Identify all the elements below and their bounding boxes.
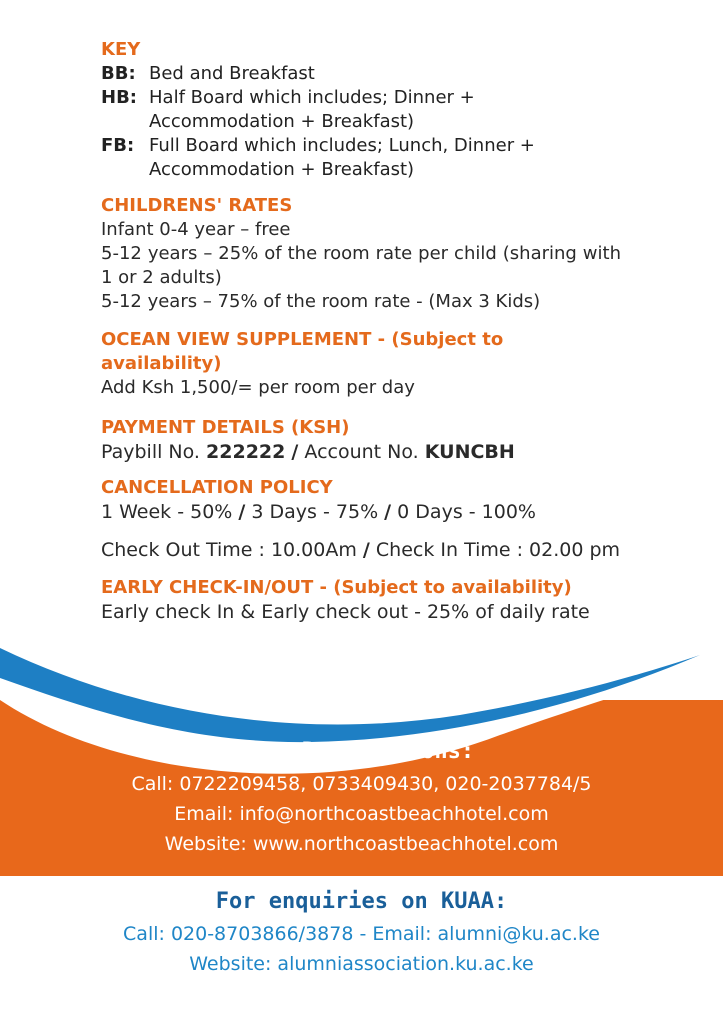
childrens-rate-line: 5-12 years – 75% of the room rate - (Max 3 Kids): [101, 291, 541, 312]
cancellation-item: 1 Week - 50%: [101, 501, 233, 523]
cancellation-heading: CANCELLATION POLICY: [101, 477, 333, 498]
enquiries-info: [0, 885, 723, 979]
payment-line: [101, 440, 621, 464]
account-label: Account No.: [304, 441, 419, 463]
payment-heading: PAYMENT DETAILS (KSH): [101, 417, 350, 438]
key-heading: KEY: [101, 39, 141, 60]
enquiries-title: For enquiries on KUAA:: [215, 889, 508, 914]
childrens-rate-line: 5-12 years – 25% of the room rate per child (sharing with 1 or 2 adults): [101, 243, 621, 288]
key-item-hb: [101, 86, 621, 134]
checkin-time: Check In Time : 02.00 pm: [375, 539, 621, 561]
key-code: FB:: [101, 135, 135, 156]
early-check-section: [101, 576, 621, 624]
childrens-rates-section: [101, 194, 621, 314]
early-check-heading: EARLY CHECK-IN/OUT - (Subject to availability): [101, 577, 572, 598]
cancellation-item: 0 Days - 100%: [397, 501, 536, 523]
separator: /: [362, 539, 370, 561]
key-section: [101, 38, 621, 182]
separator: /: [291, 441, 299, 463]
checkout-time: Check Out Time : 10.00Am: [101, 539, 357, 561]
account-number: KUNCBH: [424, 441, 515, 463]
reservations-email: Email: info@northcoastbeachhotel.com: [174, 803, 549, 825]
cancellation-item: 3 Days - 75%: [251, 501, 379, 523]
key-code: BB:: [101, 63, 136, 84]
paybill-number: 222222: [206, 441, 286, 463]
reservations-info: [0, 735, 723, 859]
key-text: Full Board which includes; Lunch, Dinner + Accommodation + Breakfast): [149, 135, 535, 180]
ocean-view-line: Add Ksh 1,500/= per room per day: [101, 377, 415, 398]
reservations-website: Website: www.northcoastbeachhotel.com: [164, 833, 559, 855]
separator: /: [238, 501, 246, 523]
payment-section: [101, 416, 621, 464]
key-text: Half Board which includes; Dinner + Accommodation + Breakfast): [149, 87, 475, 132]
ocean-view-heading: OCEAN VIEW SUPPLEMENT - (Subject to availability): [101, 329, 504, 374]
rates-info: [101, 38, 621, 662]
paybill-label: Paybill No.: [101, 441, 200, 463]
cancellation-line: [101, 500, 621, 524]
childrens-rate-line: Infant 0-4 year – free: [101, 219, 291, 240]
ocean-view-section: [101, 328, 621, 400]
check-times-line: [101, 538, 621, 562]
key-code: HB:: [101, 87, 137, 108]
key-item-fb: [101, 134, 621, 182]
enquiries-contact: Call: 020-8703866/3878 - Email: alumni@ku.ac.ke: [123, 923, 600, 945]
reservations-call: Call: 0722209458, 0733409430, 020-2037784/5: [131, 773, 592, 795]
childrens-rates-heading: CHILDRENS' RATES: [101, 195, 293, 216]
early-check-line: Early check In & Early check out - 25% of daily rate: [101, 601, 590, 623]
cancellation-section: [101, 476, 621, 524]
key-text: Bed and Breakfast: [149, 63, 315, 84]
separator: /: [384, 501, 392, 523]
enquiries-website: Website: alumniassociation.ku.ac.ke: [189, 953, 534, 975]
key-item-bb: [101, 62, 621, 86]
reservations-title: For Reservations:: [248, 739, 475, 764]
